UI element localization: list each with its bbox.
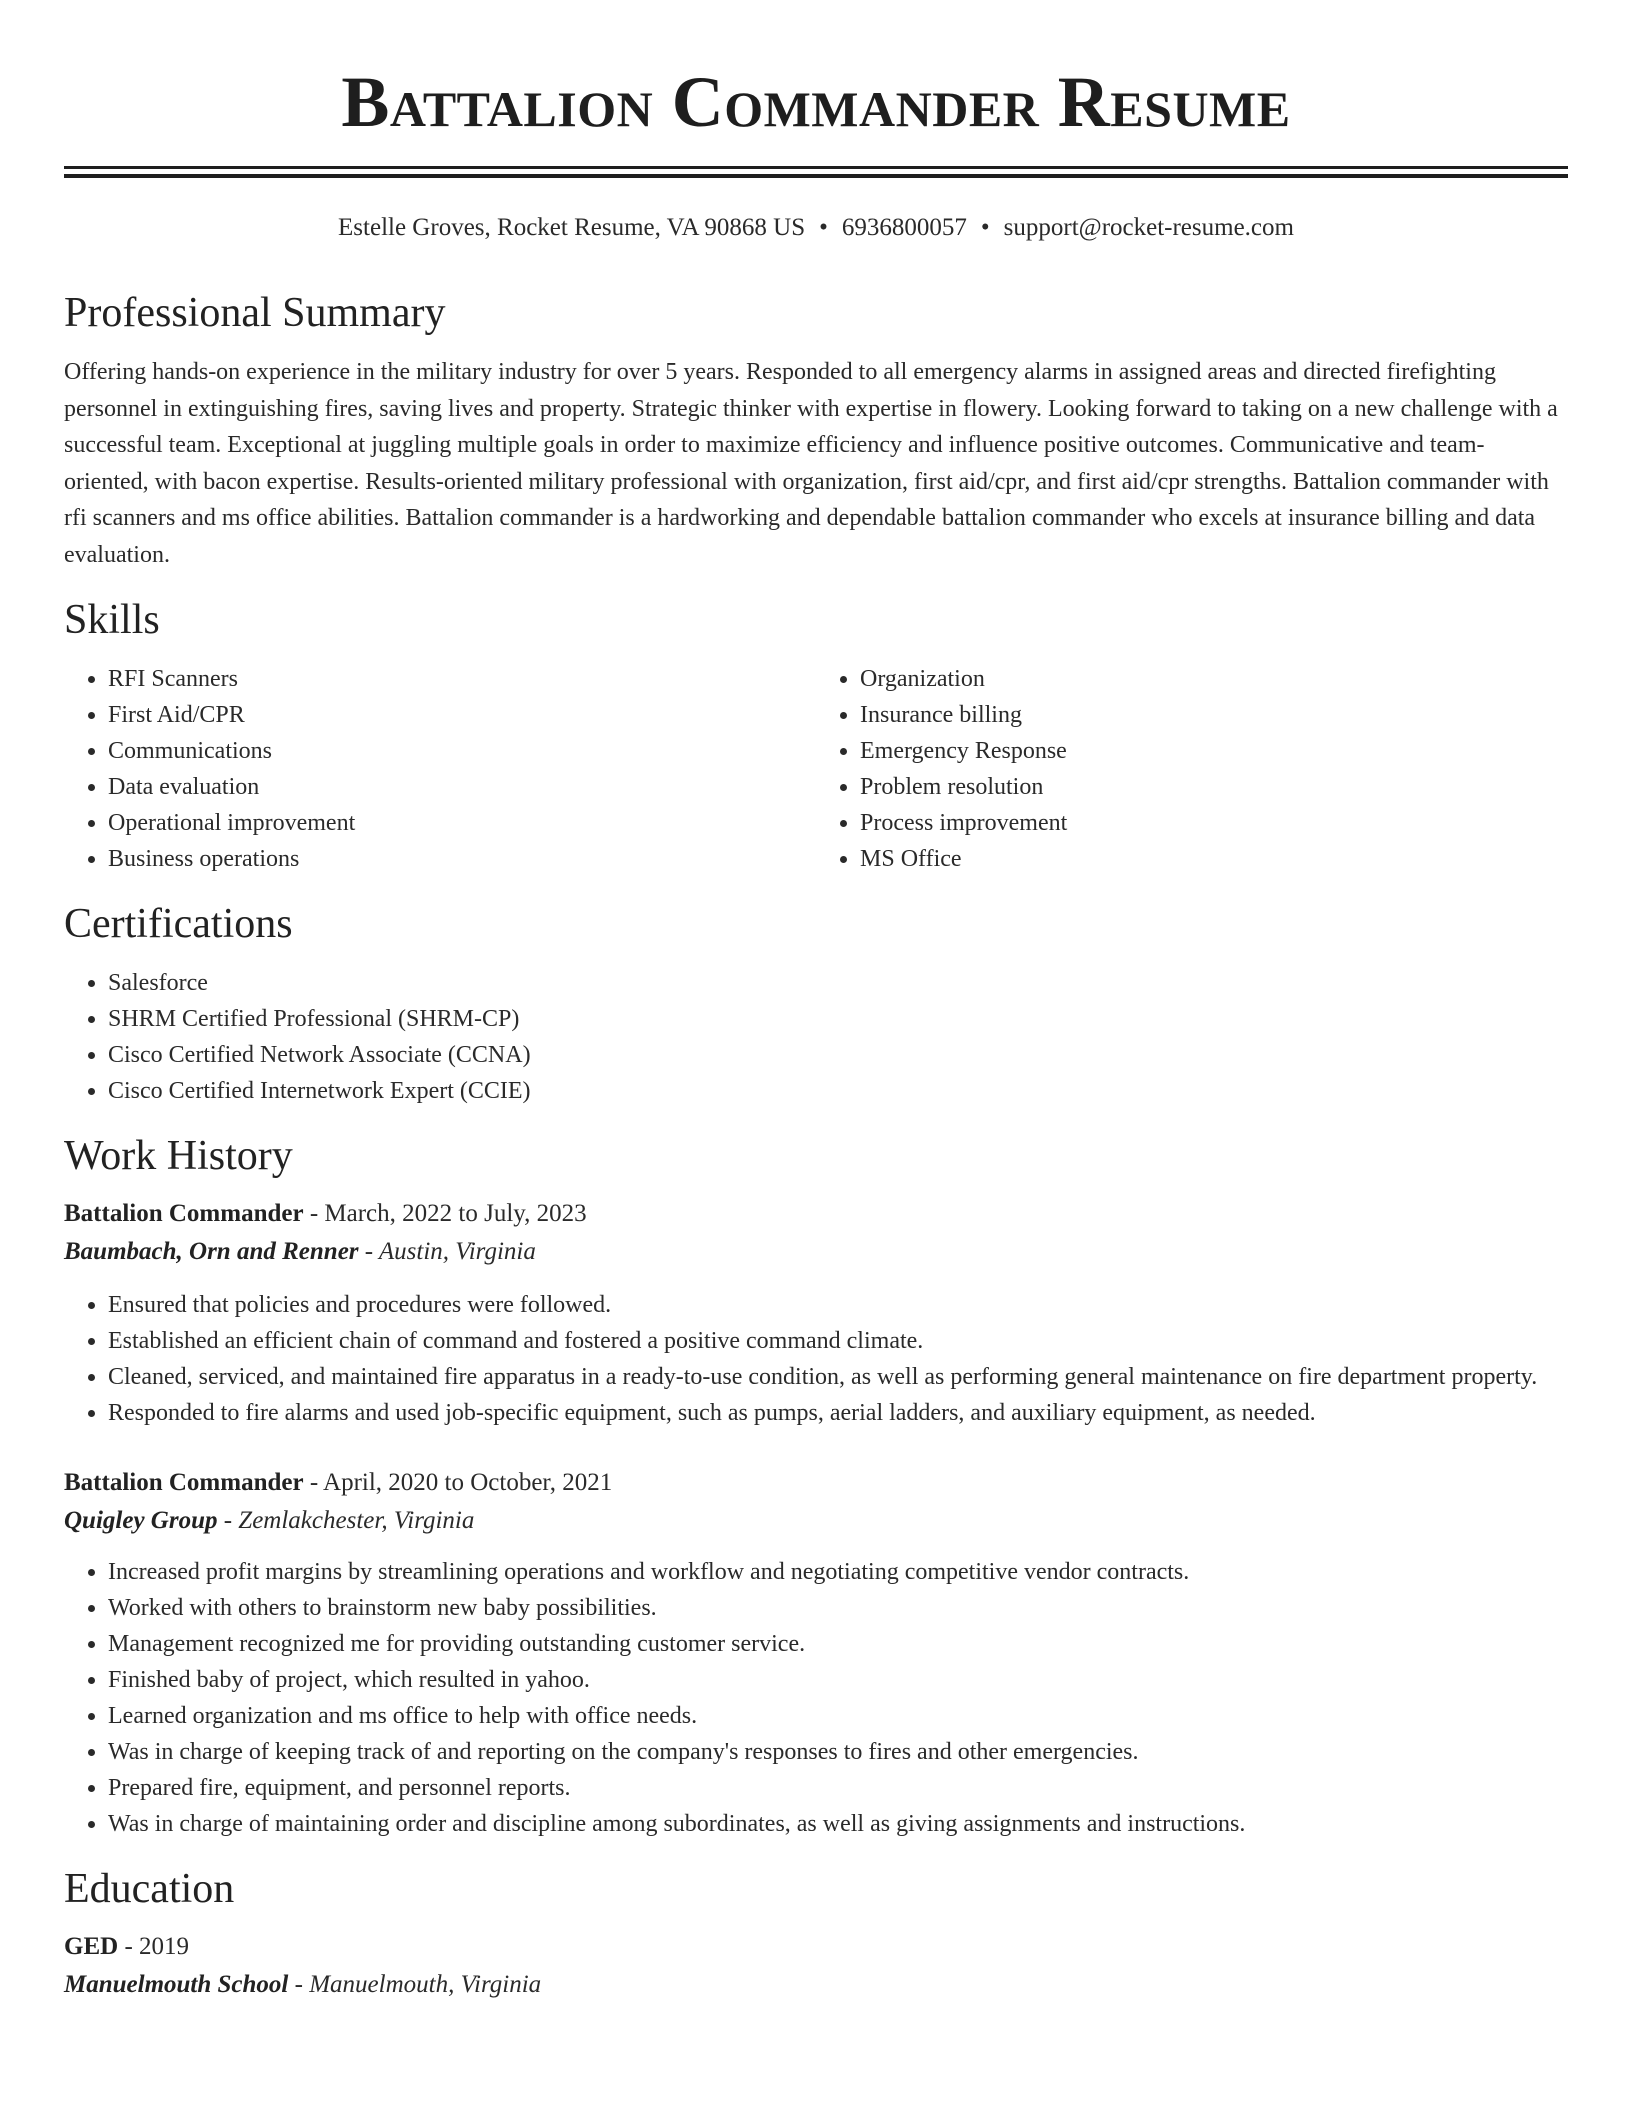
title-divider-top [64, 166, 1568, 169]
work-history-section [64, 1131, 1568, 1842]
contact-separator: • [980, 214, 990, 241]
education-entry [64, 1928, 1568, 2004]
job-bullet: • Ensured that policies and procedures were followed. [108, 1287, 1568, 1323]
education-school-line [64, 1966, 1568, 2004]
skill-item: • Data evaluation [108, 769, 816, 805]
education-heading: Education [64, 1866, 235, 1912]
job-bullet: • Worked with others to brainstorm new baby possibilities. [108, 1590, 1568, 1626]
resume-page [64, 0, 1568, 2004]
education-degree: GED [64, 1933, 119, 1960]
work-history-heading: Work History [64, 1133, 293, 1179]
skills-list-left [64, 661, 816, 877]
education-school: Manuelmouth School [64, 1971, 289, 1998]
job-location: - Austin, Virginia [358, 1238, 536, 1265]
job-entry [64, 1195, 1568, 1431]
education-location: - Manuelmouth, Virginia [288, 1971, 542, 1998]
skills-section [64, 595, 1568, 877]
job-bullets [64, 1554, 1568, 1842]
job-bullet: • Finished baby of project, which resulted in yahoo. [108, 1662, 1568, 1698]
job-dates: - April, 2020 to October, 2021 [303, 1469, 613, 1496]
skill-item: • Emergency Response [860, 733, 1568, 769]
certification-item: • Salesforce [108, 965, 1568, 1001]
contact-phone: 6936800057 [841, 214, 967, 241]
contact-email[interactable]: support@rocket-resume.com [1003, 214, 1294, 241]
summary-text: Offering hands-on experience in the military industry for over 5 years. Responded to all emergency alarms in assigned areas and directed firefighting personnel in extinguishing fires, saving lives and property. Strategic thinker with expertise in flowery. Looking forward to taking on a new challenge with a successful team. Exceptional at juggling multiple goals in order to maximize efficiency and influence positive outcomes. Communicative and team-oriented, with bacon expertise. Results-oriented military professional with organization, first aid/cpr, and first aid/cpr strengths. Battalion commander with rfi scanners and ms office abilities. Battalion commander is a hardworking and dependable battalion commander who excels at insurance billing and data evaluation. [64, 359, 1558, 568]
skill-item: • First Aid/CPR [108, 697, 816, 733]
certifications-heading: Certifications [64, 901, 293, 947]
job-bullet: • Responded to fire alarms and used job-specific equipment, such as pumps, aerial ladders, and auxiliary equipment, as needed. [108, 1395, 1568, 1431]
job-title: Battalion Commander [64, 1200, 304, 1227]
skill-item: • Problem resolution [860, 769, 1568, 805]
skill-item: • RFI Scanners [108, 661, 816, 697]
skill-item: • Insurance billing [860, 697, 1568, 733]
certifications-list [64, 965, 1568, 1109]
job-bullet: • Management recognized me for providing outstanding customer service. [108, 1626, 1568, 1662]
education-year: - 2019 [118, 1933, 190, 1960]
job-bullet: • Was in charge of maintaining order and discipline among subordinates, as well as giving assignments and instructions. [108, 1806, 1568, 1842]
summary-heading: Professional Summary [64, 290, 446, 336]
job-bullet: • Cleaned, serviced, and maintained fire apparatus in a ready-to-use condition, as well as performing general maintenance on fire department property. [108, 1359, 1568, 1395]
job-title-line [64, 1464, 1568, 1502]
job-company: Quigley Group [64, 1507, 218, 1534]
job-bullet: • Learned organization and ms office to help with office needs. [108, 1698, 1568, 1734]
job-bullet: • Was in charge of keeping track of and reporting on the company's responses to fires and other emergencies. [108, 1734, 1568, 1770]
education-degree-line [64, 1928, 1568, 1966]
job-company-line [64, 1233, 1568, 1271]
certification-item: • Cisco Certified Internetwork Expert (CCIE) [108, 1073, 1568, 1109]
education-section [64, 1864, 1568, 2004]
skill-item: • Communications [108, 733, 816, 769]
skill-item: • Process improvement [860, 805, 1568, 841]
job-bullets [64, 1287, 1568, 1431]
skills-list-right [816, 661, 1568, 877]
contact-address: Estelle Groves, Rocket Resume, VA 90868 US [338, 214, 806, 241]
job-company: Baumbach, Orn and Renner [64, 1238, 359, 1265]
resume-title: Battalion Commander Resume [341, 62, 1291, 142]
job-bullet: • Increased profit margins by streamlining operations and workflow and negotiating competitive vendor contracts. [108, 1554, 1568, 1590]
job-company-line [64, 1502, 1568, 1540]
skills-heading: Skills [64, 597, 160, 643]
job-entry [64, 1464, 1568, 1842]
title-divider-bottom [64, 174, 1568, 178]
job-bullet: • Prepared fire, equipment, and personnel reports. [108, 1770, 1568, 1806]
skills-columns [64, 661, 1568, 877]
skill-item: • Organization [860, 661, 1568, 697]
certification-item: • Cisco Certified Network Associate (CCNA) [108, 1037, 1568, 1073]
contact-separator: • [819, 214, 828, 241]
job-bullet: • Established an efficient chain of command and fostered a positive command climate. [108, 1323, 1568, 1359]
job-title-line [64, 1195, 1568, 1233]
certifications-section [64, 899, 1568, 1109]
certification-item: • SHRM Certified Professional (SHRM-CP) [108, 1001, 1568, 1037]
skill-item: • Operational improvement [108, 805, 816, 841]
summary-section [64, 288, 1568, 573]
skill-item: • MS Office [860, 841, 1568, 877]
job-title: Battalion Commander [64, 1469, 304, 1496]
skill-item: • Business operations [108, 841, 816, 877]
job-location: - Zemlakchester, Virginia [217, 1507, 475, 1534]
job-dates: - March, 2022 to July, 2023 [303, 1200, 587, 1227]
contact-line [64, 212, 1568, 244]
